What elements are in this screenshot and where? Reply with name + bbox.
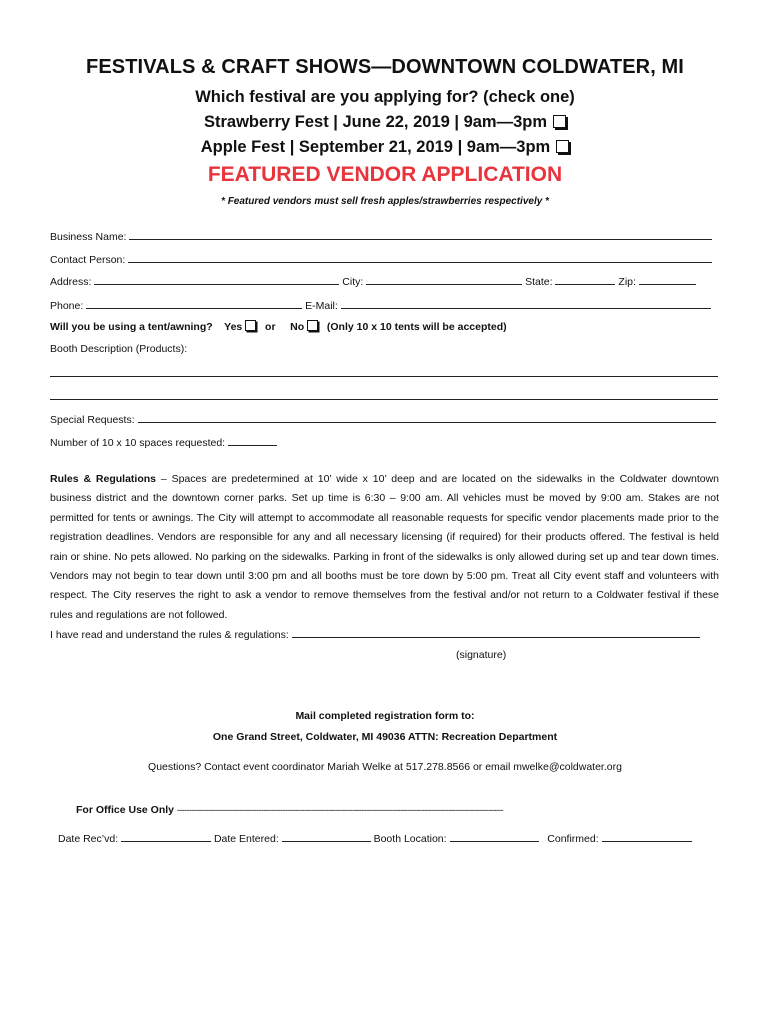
state-label: State: — [525, 276, 553, 288]
email-field[interactable] — [341, 298, 711, 309]
questions-contact: Questions? Contact event coordinator Mariah Welke at 517.278.8566 or email mwelke@coldwater.org — [148, 761, 622, 773]
date-entered-label: Date Entered: — [213, 833, 279, 845]
city-field[interactable] — [366, 274, 522, 285]
signature-label: I have read and understand the rules & regulations: — [50, 629, 289, 641]
date-entered-field[interactable] — [282, 831, 371, 842]
office-use-dashes: ---------------------------------------------------------------------------------------------------------------------------------------- — [176, 805, 503, 815]
booth-description-label: Booth Description (Products): — [50, 343, 188, 355]
email-label: E-Mail: — [305, 300, 338, 312]
signature-caption: (signature) — [456, 649, 507, 661]
office-use-heading: For Office Use Only — [76, 804, 175, 816]
option-apple-fest[interactable] — [0, 138, 770, 157]
option-apple-label: Apple Fest | September 21, 2019 | 9am—3pm — [200, 138, 551, 156]
booth-location-label: Booth Location: — [373, 833, 447, 845]
tent-question: Will you be using a tent/awning? — [50, 321, 213, 333]
confirmed-field[interactable] — [602, 831, 692, 842]
spaces-label: Number of 10 x 10 spaces requested: — [50, 437, 226, 449]
date-recvd-field[interactable] — [121, 831, 211, 842]
booth-location-field[interactable] — [450, 831, 539, 842]
contact-person-field[interactable] — [128, 252, 712, 263]
address-label: Address: — [50, 276, 92, 288]
business-name-row — [50, 229, 712, 243]
signature-field[interactable] — [292, 627, 700, 638]
confirmed-label: Confirmed: — [547, 833, 599, 845]
contact-person-row — [50, 252, 712, 266]
address-row — [50, 274, 696, 288]
festival-question: Which festival are you applying for? (check one) — [195, 88, 575, 106]
mail-address: One Grand Street, Coldwater, MI 49036 ATTN: Recreation Department — [212, 731, 558, 743]
strawberry-checkbox[interactable] — [553, 115, 566, 128]
zip-label: Zip: — [618, 276, 636, 288]
booth-description-line-1[interactable] — [50, 376, 718, 377]
office-fields-row — [58, 831, 692, 845]
spaces-field[interactable] — [228, 435, 277, 446]
phone-label: Phone: — [50, 300, 84, 312]
state-field[interactable] — [555, 274, 615, 285]
special-requests-row — [50, 412, 716, 426]
date-recvd-label: Date Rec’vd: — [58, 833, 119, 845]
tent-no-checkbox[interactable] — [307, 320, 318, 331]
signature-row — [50, 627, 700, 641]
special-requests-label: Special Requests: — [50, 414, 135, 426]
office-use-row — [76, 804, 503, 816]
tent-note: (Only 10 x 10 tents will be accepted) — [326, 321, 507, 333]
tent-yes-checkbox[interactable] — [245, 320, 256, 331]
contact-person-label: Contact Person: — [50, 254, 126, 266]
special-requests-field[interactable] — [138, 412, 716, 423]
option-strawberry-label: Strawberry Fest | June 22, 2019 | 9am—3pm — [203, 113, 548, 131]
tent-no-label: No — [290, 321, 305, 333]
featured-note: * Featured vendors must sell fresh apples/strawberries respectively * — [221, 196, 549, 207]
tent-yes-label: Yes — [224, 321, 243, 333]
booth-description-line-2[interactable] — [50, 399, 718, 400]
option-strawberry-fest[interactable] — [0, 113, 770, 132]
city-label: City: — [342, 276, 364, 288]
zip-field[interactable] — [639, 274, 696, 285]
business-name-field[interactable] — [129, 229, 712, 240]
page-title: FESTIVALS & CRAFT SHOWS—DOWNTOWN COLDWATER, MI — [86, 56, 684, 78]
mail-heading: Mail completed registration form to: — [295, 710, 475, 722]
rules-paragraph — [50, 470, 719, 625]
featured-heading: FEATURED VENDOR APPLICATION — [207, 163, 563, 186]
address-field[interactable] — [94, 274, 339, 285]
rules-heading: Rules & Regulations — [50, 473, 157, 485]
phone-row — [50, 298, 711, 312]
business-name-label: Business Name: — [50, 231, 127, 243]
tent-row — [50, 320, 507, 334]
rules-text: – Spaces are predetermined at 10’ wide x 10’ deep and are located on the sidewalks in the Coldwater downtown business district and the downtown corner parks. Set up time is 6:30 – 9:00 am. All vehicles must be moved by 9:00 am. Stakes are not permitted for tents or awnings. The City will attempt to accommodate all reasonable requests for specific vendor placements made prior to the registration deadlines. Vendors are responsible for any and all necessary licensing (if required) for their products offered. The festival is held rain or shine. No pets allowed. No parking on the sidewalks. Parking in front of the sidewalks is only allowed during set up and tear down times. Vendors may not begin to tear down until 3:00 pm and all booths must be tore down by 5:00 pm. Treat all City event staff and volunteers with respect. The City reserves the right to ask a vendor to remove themselves from the festival and/or not return to a Coldwater festival if these rules and regulations are not followed. — [50, 473, 719, 621]
phone-field[interactable] — [86, 298, 302, 309]
tent-or-label: or — [265, 321, 276, 333]
apple-checkbox[interactable] — [556, 140, 569, 153]
spaces-row — [50, 435, 277, 449]
